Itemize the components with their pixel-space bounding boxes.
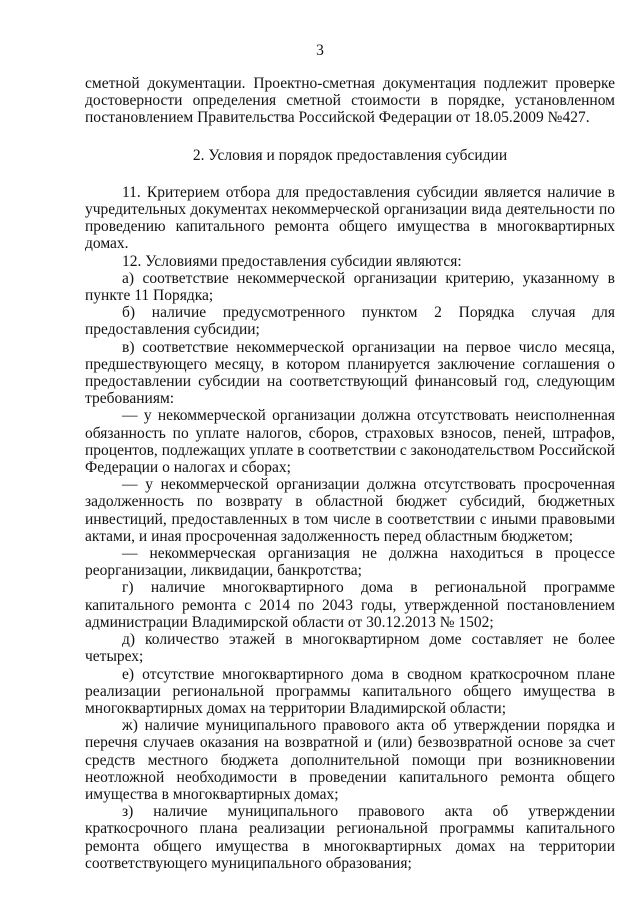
document-body xyxy=(85,75,615,872)
paragraph-subitem-e: е) отсутствие многоквартирного дома в сводном краткосрочном плане реализации региональной программы капитального общего имущества в многоквартирных домах на территории Владимирской области; xyxy=(85,665,615,717)
paragraph-subitem-zh: ж) наличие муниципального правового акта об утверждении порядка и перечня случаев оказания на возвратной и (или) безвозвратной основе за счет средств местного бюджета дополнительной помощи при возникновении неотложной необходимости в проведении капитального ремонта общего имущества в многоквартирных домах; xyxy=(85,717,615,803)
paragraph-subitem-v: в) соответствие некоммерческой организации на первое число месяца, предшествующего месяцу, в котором планируется заключение соглашения о предоставлении субсидии на соответствующий финансовый год, следующим требованиям: xyxy=(85,338,615,408)
paragraph-subitem-b: б) наличие предусмотренного пунктом 2 Порядка случая для предоставления субсидии; xyxy=(85,304,615,339)
section-heading: 2. Условия и порядок предоставления субсидии xyxy=(192,146,508,164)
paragraph-continuation: сметной документации. Проектно-сметная документация подлежит проверке достоверности определения сметной стоимости в порядке, установленном постановлением Правительства Российской Федерации от 18.05.2009 №427. xyxy=(85,75,615,127)
paragraph-item-12: 12. Условиями предоставления субсидии являются: xyxy=(122,252,462,270)
paragraph-subitem-g: г) наличие многоквартирного дома в региональной программе капитального ремонта с 2014 по 2043 годы, утвержденной постановлением администрации Владимирской области от 30.12.2013 № 1502; xyxy=(85,579,615,631)
paragraph-subitem-z: з) наличие муниципального правового акта об утверждении краткосрочного плана реализации региональной программы капитального ремонта общего имущества в многоквартирных домах на территории соответствующего муниципального образования; xyxy=(85,803,615,872)
paragraph-subitem-a: а) соответствие некоммерческой организации критерию, указанному в пункте 11 Порядка; xyxy=(85,269,615,305)
paragraph-dash-2: — у некоммерческой организации должна отсутствовать просроченная задолженность по возврату в областной бюджет субсидий, бюджетных инвестиций, предоставленных в том числе в соответствии с иными правовыми актами, и иная просроченная задолженность перед областным бюджетом; xyxy=(85,476,615,545)
paragraph-item-11: 11. Критерием отбора для предоставления субсидии является наличие в учредительных документах некоммерческой организации вида деятельности по проведению капитального ремонта общего имущества в многоквартирных домах. xyxy=(85,183,615,253)
paragraph-dash-1: — у некоммерческой организации должна отсутствовать неисполненная обязанность по уплате налогов, сборов, страховых взносов, пеней, штрафов, процентов, подлежащих уплате в соответствии с законодательством Российской Федерации о налогах и сборах; xyxy=(85,407,615,477)
paragraph-dash-3: — некоммерческая организация не должна находиться в процессе реорганизации, ликвидации, банкротства; xyxy=(85,545,615,580)
page-number: 3 xyxy=(316,42,324,59)
paragraph-subitem-d: д) количество этажей в многоквартирном доме составляет не более четырех; xyxy=(85,631,615,666)
